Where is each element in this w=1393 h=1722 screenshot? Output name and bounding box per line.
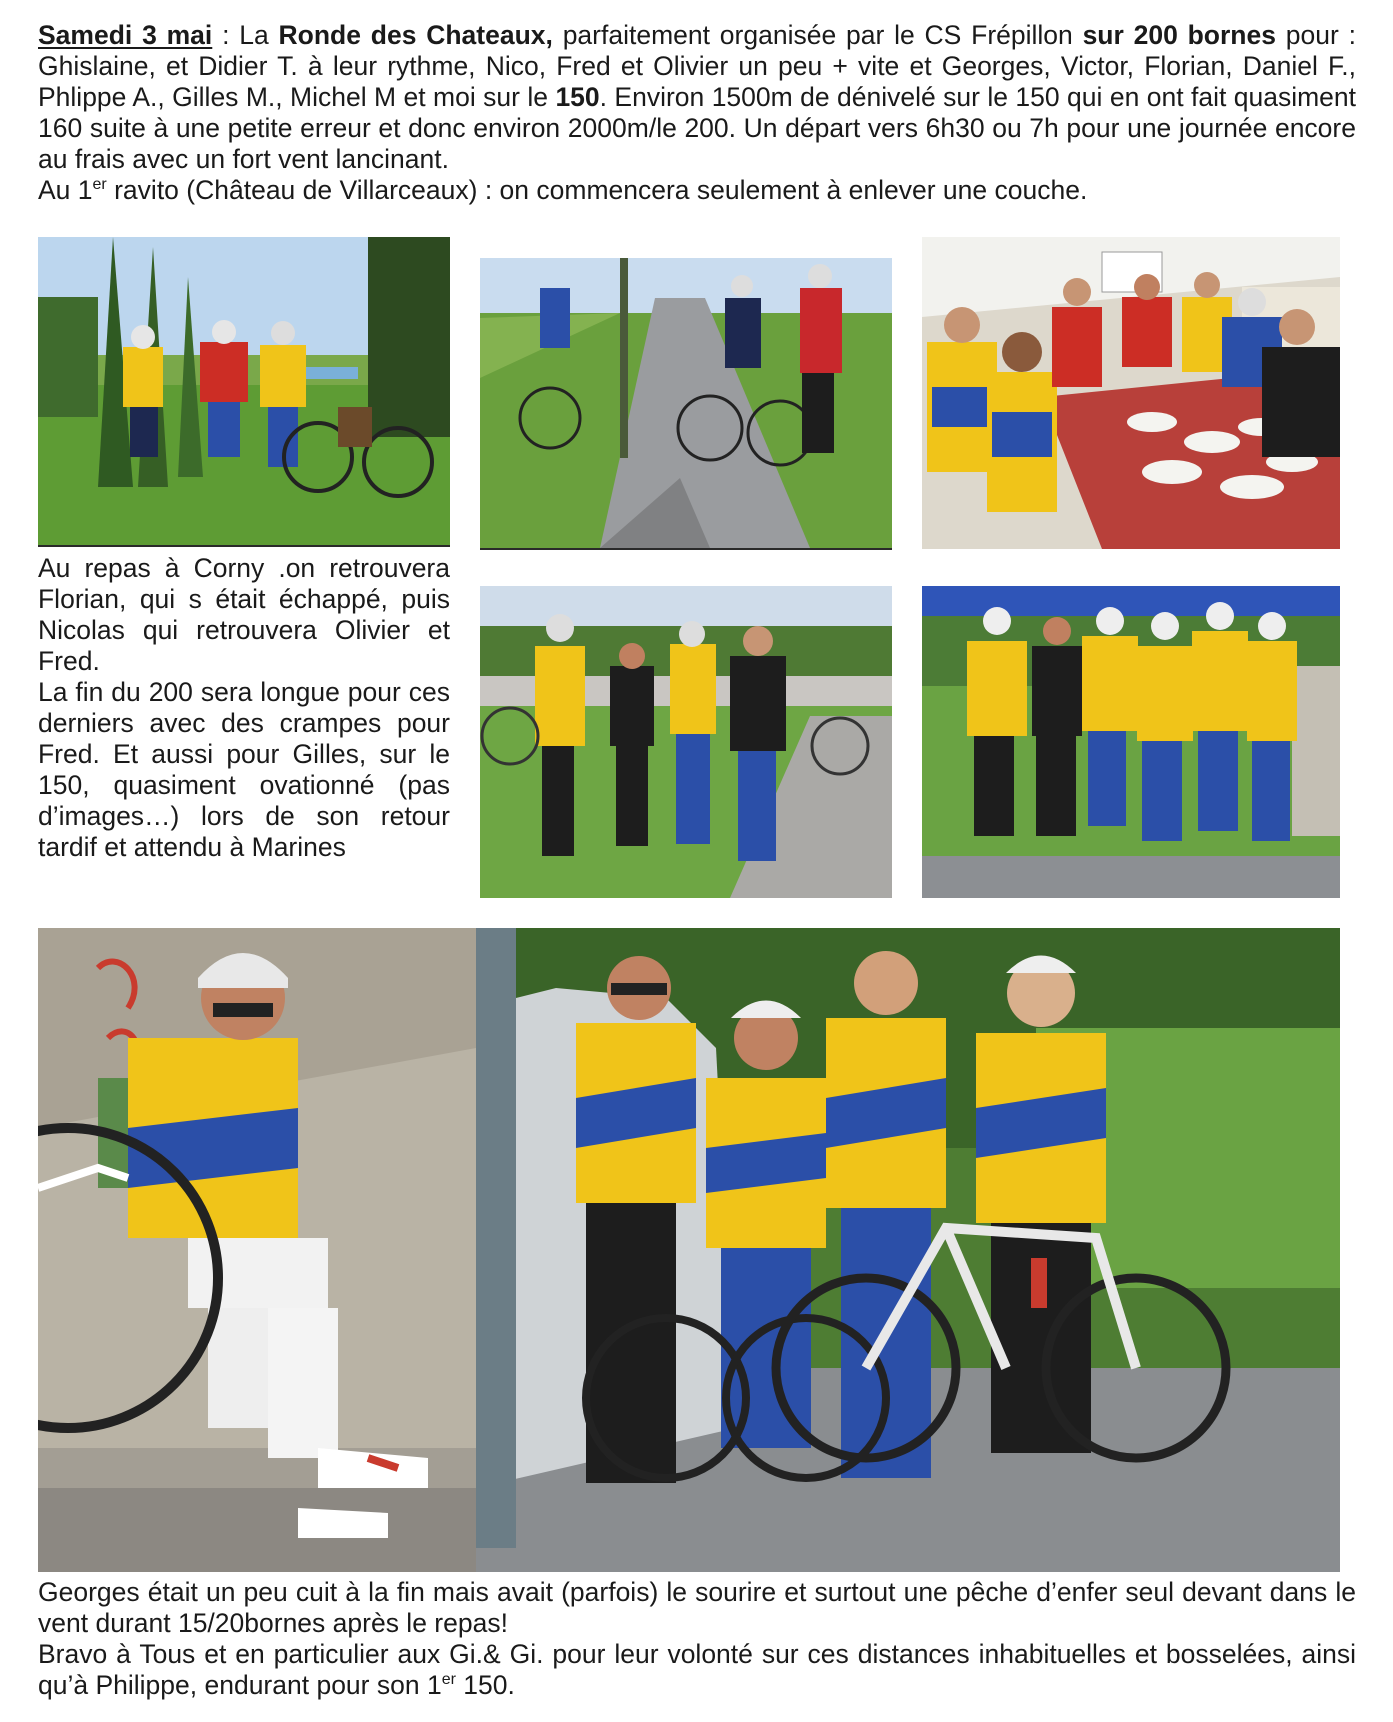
photo-road-riders (480, 258, 892, 548)
georges-closing-paragraph (38, 1577, 1356, 1701)
intro-ravito-line: Au 1er ravito (Château de Villarceaux) : on commencera seulement à enlever une couche. (38, 175, 1088, 205)
photo-four-riders-bikes (476, 928, 1340, 1572)
distance-150: 150 (555, 82, 600, 112)
event-date: Samedi 3 mai (38, 20, 213, 50)
photo-ravito-table (922, 237, 1340, 549)
event-name: Ronde des Chateaux, (278, 20, 553, 50)
divider-rule (38, 545, 450, 547)
photo-georges-resting (38, 928, 476, 1572)
intro-paragraph: Samedi 3 mai : La Ronde des Chateaux, parfaitement organisée par le CS Frépillon sur 200 bornes pour : Ghislaine, et Didier T. à leur rythme, Nico, Fred et Olivier un peu + vite et Georges, Victor, Florian, Daniel F., Phlippe A., Gilles M., Michel M et moi sur le 150. Environ 1500m de dénivelé sur le 150 qui en ont fait quasiment 160 suite à une petite erreur et donc environ 2000m/le 200. Un départ vers 6h30 ou 7h pour une journée encore au frais avec un fort vent lancinant. Au 1er ravito (Château de Villarceaux) : on commencera seulement à enlever une couche. (38, 20, 1356, 205)
corny-lunch-caption (38, 553, 450, 863)
caption-paragraph: La fin du 200 sera longue pour ces derniers avec des crampes pour Fred. Et aussi pour Gilles, sur le 150, quasiment ovationné (pas d’images…) lors de son retour tardif et attendu à Marines (38, 677, 450, 862)
photo-group-tent (922, 586, 1340, 898)
photo-four-riders-corny (480, 586, 892, 898)
caption-paragraph: Au repas à Corny .on retrouvera Florian, qui s était échappé, puis Nicolas qui retrouvera Olivier et Fred. (38, 553, 450, 676)
closing-paragraph: Bravo à Tous et en particulier aux Gi.& Gi. pour leur volonté sur ces distances inhabituelles et bosselées, ainsi qu’à Philippe, endurant pour son 1er 150. (38, 1639, 1356, 1700)
photo-three-riders-park (38, 237, 450, 545)
distance-200: sur 200 bornes (1082, 20, 1276, 50)
divider-rule (480, 548, 892, 550)
closing-paragraph: Georges était un peu cuit à la fin mais avait (parfois) le sourire et surtout une pêche d’enfer seul devant dans le vent durant 15/20bornes après le repas! (38, 1577, 1356, 1638)
